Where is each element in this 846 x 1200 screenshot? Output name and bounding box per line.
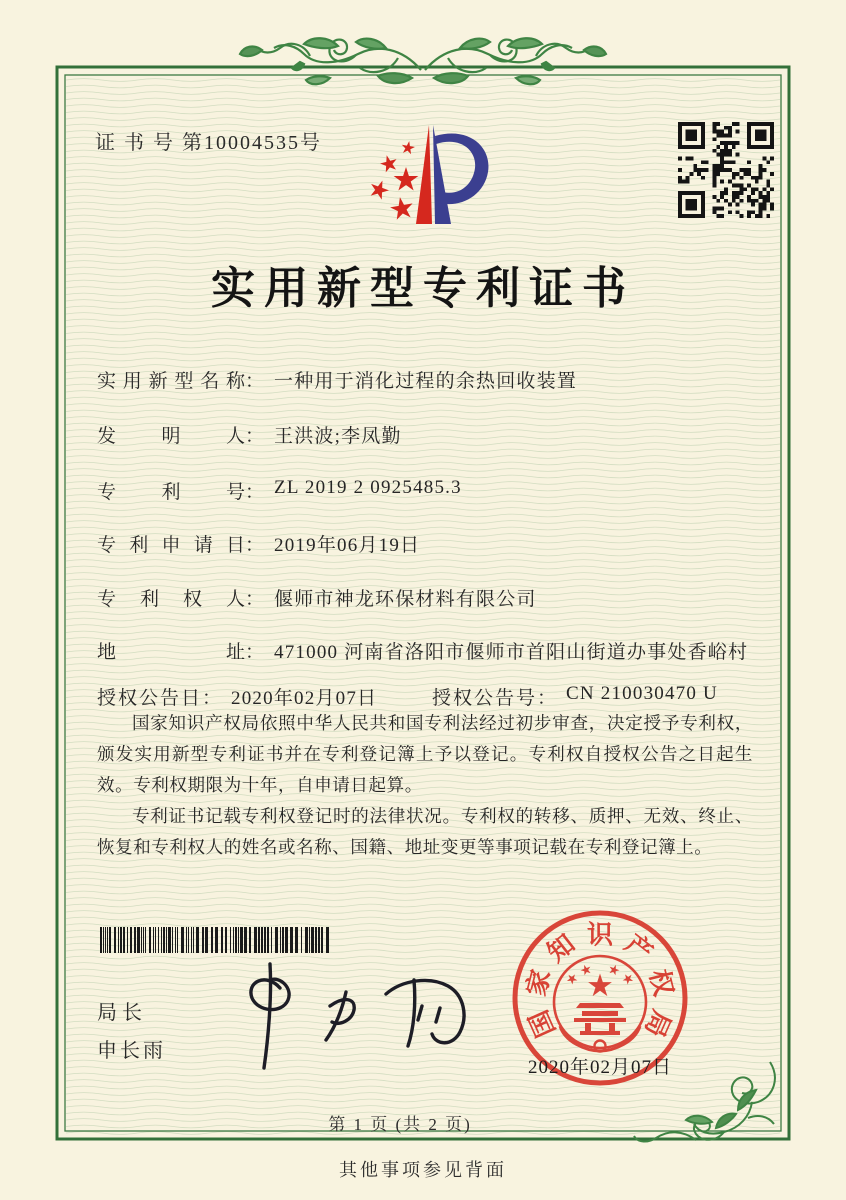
back-side-note: 其他事项参见背面 [339, 1160, 507, 1180]
colon: ： [245, 482, 265, 503]
field-row-patentee [97, 584, 777, 611]
field-row-address [97, 637, 777, 664]
logo-p-bowl [435, 134, 488, 205]
field-value: 王洪波;李凤勤 [274, 426, 402, 447]
field-label: 授权公告号 [432, 688, 538, 709]
field-label: 发明人 [97, 426, 245, 447]
svg-text:识: 识 [586, 920, 614, 950]
officer-name: 申长雨 [97, 1040, 166, 1062]
field-label: 地址 [97, 642, 245, 663]
logo-stars [371, 141, 419, 220]
field-label: 实用新型名称 [97, 371, 245, 392]
svg-text:国: 国 [523, 1005, 561, 1042]
colon: ： [245, 535, 265, 556]
field-label: 专利申请日 [97, 535, 245, 556]
legal-text [97, 708, 753, 863]
colon: ： [245, 589, 265, 610]
certificate-number: 证 书 号 第10004535号 [95, 132, 322, 154]
svg-text:局: 局 [639, 1005, 677, 1042]
qr-code [678, 122, 774, 218]
colon: ： [245, 426, 265, 447]
field-row-name [97, 366, 777, 393]
field-value: CN 210030470 U [566, 683, 718, 704]
svg-text:产: 产 [619, 928, 658, 968]
officer-title: 局长 [97, 1002, 147, 1024]
svg-text:知: 知 [542, 928, 581, 968]
field-row-filing-date [97, 530, 777, 557]
field-row-inventor [97, 421, 777, 448]
legal-paragraph-2: 专利证书记载专利权登记时的法律状况。专利权的转移、质押、无效、终止、恢复和专利权人的姓名或名称、国籍、地址变更等事项记载在专利登记簿上。 [97, 806, 753, 857]
field-label: 专利号 [97, 482, 245, 503]
colon: ： [245, 371, 265, 392]
grant-publication [432, 683, 718, 710]
logo-red-wedge [416, 125, 432, 224]
svg-text:权: 权 [643, 966, 679, 999]
commissioner-signature [218, 958, 478, 1078]
cnipa-patent-logo-icon [350, 112, 506, 238]
colon: ： [537, 688, 557, 709]
field-value: 2020年02月07日 [231, 688, 378, 709]
page-number: 第 1 页 (共 2 页) [328, 1115, 472, 1134]
field-value: ZL 2019 2 0925485.3 [274, 477, 462, 498]
field-label: 专利权人 [97, 589, 245, 610]
barcode [100, 927, 332, 953]
legal-paragraph-1: 国家知识产权局依照中华人民共和国专利法经过初步审查，决定授予专利权，颁发实用新型专利证书并在专利登记簿上予以登记。专利权自授权公告之日起生效。专利权期限为十年，自申请日起算。 [97, 713, 753, 795]
field-value: 2019年06月19日 [274, 535, 421, 556]
certificate-title: 实用新型专利证书 [211, 264, 635, 313]
colon: ： [202, 688, 222, 709]
svg-text:家: 家 [521, 966, 557, 999]
field-label: 授权公告日 [97, 688, 203, 709]
field-value: 一种用于消化过程的余热回收装置 [274, 371, 578, 392]
colon: ： [245, 642, 265, 663]
field-row-patent-number [97, 477, 777, 504]
national-emblem-icon [554, 956, 646, 1052]
field-row-grant-date [97, 683, 777, 710]
field-value: 偃师市神龙环保材料有限公司 [274, 589, 537, 610]
seal-date: 2020年02月07日 [527, 1057, 672, 1078]
field-value: 471000 河南省洛阳市偃师市首阳山街道办事处香峪村 [274, 642, 749, 663]
